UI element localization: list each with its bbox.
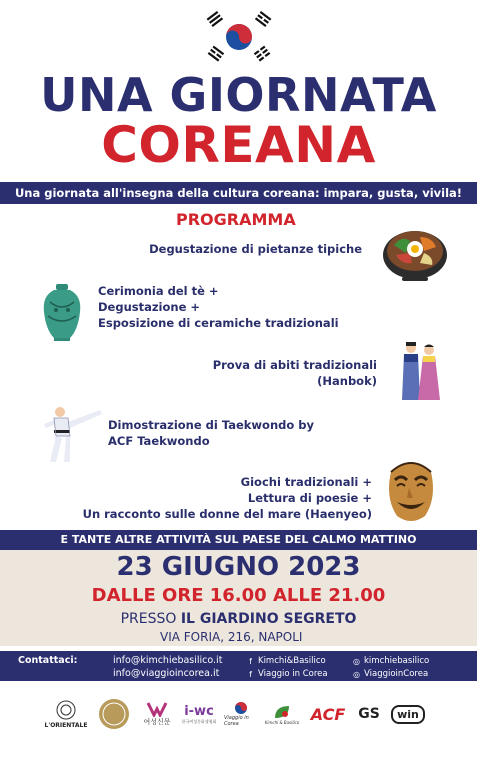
acf-logo: [308, 692, 348, 736]
program-item-line: Un racconto sulle donne del mare (Haenyeo): [82, 507, 372, 521]
yeosong-label: 여성신문: [143, 718, 171, 726]
taekwondo-icon: [40, 402, 104, 466]
program-item-line: ACF Taekwondo: [108, 434, 210, 448]
program-item-line: Lettura di poesie +: [247, 491, 372, 505]
title-line-1: UNA GIORNATA: [40, 68, 437, 122]
win-logo: [390, 692, 426, 736]
kimchi-label: Kimchi & Basilico: [264, 719, 300, 725]
email-link-kimchi[interactable]: info@kimchiebasilico.it: [113, 655, 223, 666]
viaggio-label: Viaggio in Corea: [224, 715, 249, 727]
round-badge-icon: [98, 698, 130, 730]
program-item-line: Giochi tradizionali +: [240, 475, 372, 489]
venue-prefix: PRESSO: [120, 611, 181, 627]
event-hours: DALLE ORE 16.00 ALLE 21.00: [91, 585, 386, 606]
program-item-taekwondo: [108, 417, 314, 449]
instagram-icon: ◎: [353, 657, 360, 666]
iwc-label: i-wc: [184, 703, 214, 719]
program-item-line: Dimostrazione di Taekwondo by: [108, 418, 314, 432]
program-title: PROGRAMMA: [176, 210, 296, 229]
taegeuk-icon: [234, 701, 248, 715]
bibimbap-icon: [380, 215, 450, 285]
facebook-name: Kimchi&Basilico: [258, 656, 326, 666]
tagline: Una giornata all'insegna della cultura coreana: impara, gusta, vivila!: [0, 182, 477, 204]
facebook-link-kimchi[interactable]: [246, 656, 326, 666]
facebook-name: Viaggio in Corea: [258, 669, 328, 679]
program-item-line: Degustazione di pietanze tipiche: [149, 242, 362, 256]
korean-flag-icon: [205, 8, 273, 66]
iwc-logo: [180, 692, 218, 736]
yeosong-mark-icon: [146, 701, 168, 717]
viaggio-logo: [224, 692, 258, 736]
kimchi-basilico-logo: [264, 692, 300, 736]
program-item-line: Prova di abiti tradizionali: [212, 358, 377, 372]
leaf-icon: [273, 704, 291, 720]
instagram-name: ViaggioinCorea: [364, 669, 429, 679]
win-label: win: [391, 705, 425, 724]
instagram-link-kimchi[interactable]: [352, 656, 429, 666]
event-date: 23 GIUGNO 2023: [116, 552, 361, 582]
celadon-vase-icon: [40, 282, 84, 342]
iwc-sub: 한국여성문화생협회: [181, 718, 217, 724]
circle-logo: [96, 692, 132, 736]
facebook-icon: f: [249, 657, 252, 666]
instagram-link-viaggio[interactable]: [352, 669, 428, 679]
program-item-games: [83, 474, 372, 522]
venue-name: IL GIARDINO SEGRETO: [180, 611, 357, 627]
event-address: VIA FORIA, 216, NAPOLI: [160, 630, 303, 644]
activities-banner: E TANTE ALTRE ATTIVITÀ SUL PAESE DEL CALMO MATTINO: [0, 530, 477, 550]
gs-label: GS: [358, 706, 380, 722]
gs-logo: [354, 692, 384, 736]
instagram-name: kimchiebasilico: [364, 656, 430, 666]
title-line-2: COREANA: [101, 116, 376, 174]
contacts-label: Contattaci:: [18, 655, 78, 666]
program-item-line: Esposizione di ceramiche tradizionali: [98, 316, 339, 330]
hanbok-couple-icon: [398, 340, 442, 404]
email-link-viaggio[interactable]: info@viaggioincorea.it: [113, 668, 220, 679]
program-item-line: (Hanbok): [317, 374, 377, 388]
orientale-label: L'ORIENTALE: [44, 721, 88, 729]
event-venue: [0, 611, 477, 627]
orientale-logo: [44, 692, 88, 736]
program-item-food: [149, 241, 362, 257]
hahoe-mask-icon: [385, 458, 437, 524]
contacts-bar: [0, 651, 477, 681]
acf-label: ACF: [310, 704, 346, 724]
program-item-tea: [98, 283, 339, 331]
university-seal-icon: [56, 700, 76, 720]
sponsor-logos: [0, 684, 477, 754]
program-item-hanbok: [213, 357, 377, 389]
facebook-link-viaggio[interactable]: [246, 669, 328, 679]
program-item-line: Cerimonia del tè +: [98, 284, 219, 298]
instagram-icon: ◎: [353, 670, 360, 679]
program-item-line: Degustazione +: [98, 300, 201, 314]
yeosong-logo: [140, 692, 174, 736]
facebook-icon: f: [249, 670, 252, 679]
